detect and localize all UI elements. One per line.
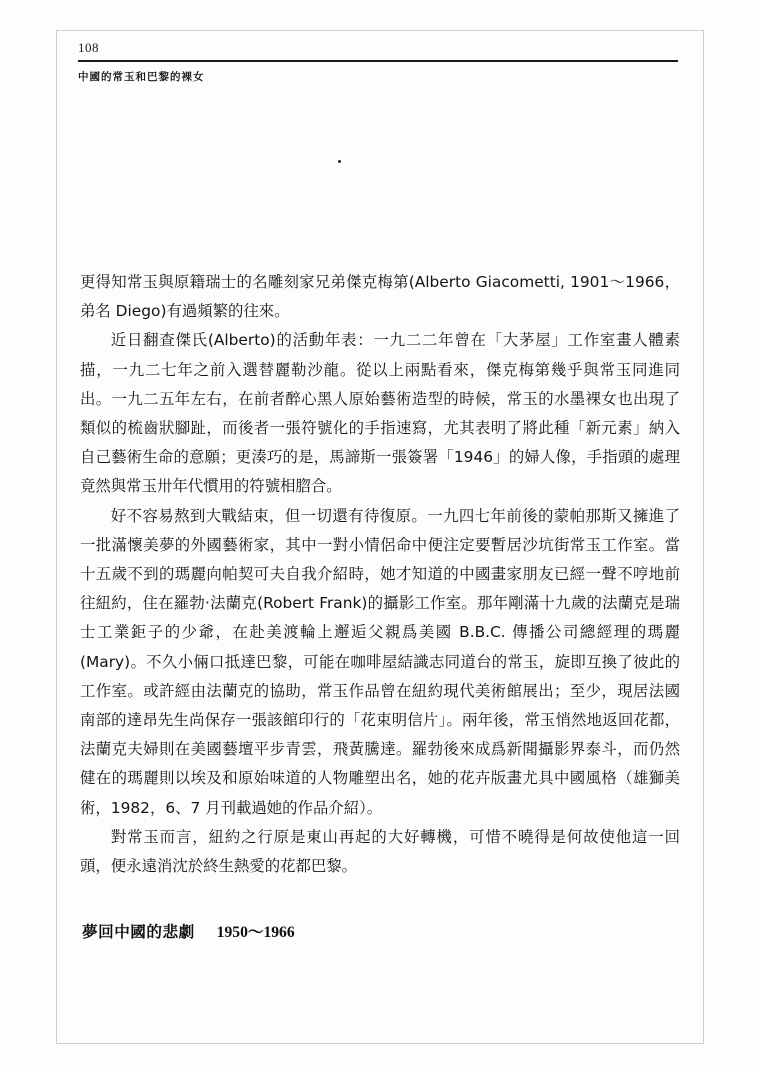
page-number: 108 [78,40,99,55]
section-heading [82,920,682,942]
page-header [78,40,678,84]
paragraph: 近日翻查傑氏(Alberto)的活動年表：一九二二年曾在「大茅屋」工作室畫人體素描，一九二七年之前入選替麗勒沙龍。從以上兩點看來，傑克梅第幾乎與常玉同進同出。一九二五年左右，在前者醉心黑人原始藝術造型的時候，常玉的水墨裸女也出現了類似的梳齒狀腳趾，而後者一張符號化的手指速寫，尤其表明了將此種「新元素」納入自己藝術生命的意願；更湊巧的是，馬諦斯一張簽署「1946」的婦人像，手指頭的處理竟然與常玉卅年代慣用的符號相脗合。 [80,331,680,496]
paragraph: 對常玉而言，紐約之行原是東山再起的大好轉機，可惜不曉得是何故使他這一回頭，便永遠消沈於終生熱愛的花都巴黎。 [80,827,680,876]
running-head: 中國的常玉和巴黎的裸女 [78,71,205,83]
section-heading-title: 夢回中國的悲劇 [82,923,195,941]
section-heading-years: 1950～1966 [216,924,295,941]
header-rule [78,60,678,62]
ink-dot-mark [338,160,341,163]
paragraph: 更得知常玉與原籍瑞士的名雕刻家兄弟傑克梅第(Alberto Giacometti, 1901～1966，弟名 Diego)有過頻繁的往來。 [80,273,680,321]
body-text [80,268,680,881]
paragraph: 好不容易熬到大戰結束，但一切還有待復原。一九四七年前後的蒙帕那斯又擁進了一批滿懷美夢的外國藝術家，其中一對小情侶命中便注定要暫居沙坑街常玉工作室。當十五歲不到的瑪麗向帕契可夫自我介紹時，她才知道的中國畫家朋友已經一聲不哼地前往紐約，住在羅勃‧法蘭克(Robert Frank)的攝影工作室。那年剛滿十九歲的法蘭克是瑞士工業鉅子的少爺，在赴美渡輪上邂逅父親爲美國 B.B.C. 傳播公司總經理的瑪麗(Mary)。不久小倆口抵達巴黎，可能在咖啡屋結識志同道台的常玉，旋即互換了彼此的工作室。或許經由法蘭克的協助，常玉作品曾在紐約現代美術館展出；至少，現居法國南部的達昂先生尚保存一張該館印行的「花束明信片」。兩年後，常玉悄然地返回花都，法蘭克夫婦則在美國藝壇平步青雲，飛黃騰達。羅勃後來成爲新聞攝影界泰斗，而仍然健在的瑪麗則以埃及和原始味道的人物雕塑出名，她的花卉版畫尤具中國風格（雄獅美術，1982，6、7 月刊載過她的作品介紹）。 [80,506,680,817]
